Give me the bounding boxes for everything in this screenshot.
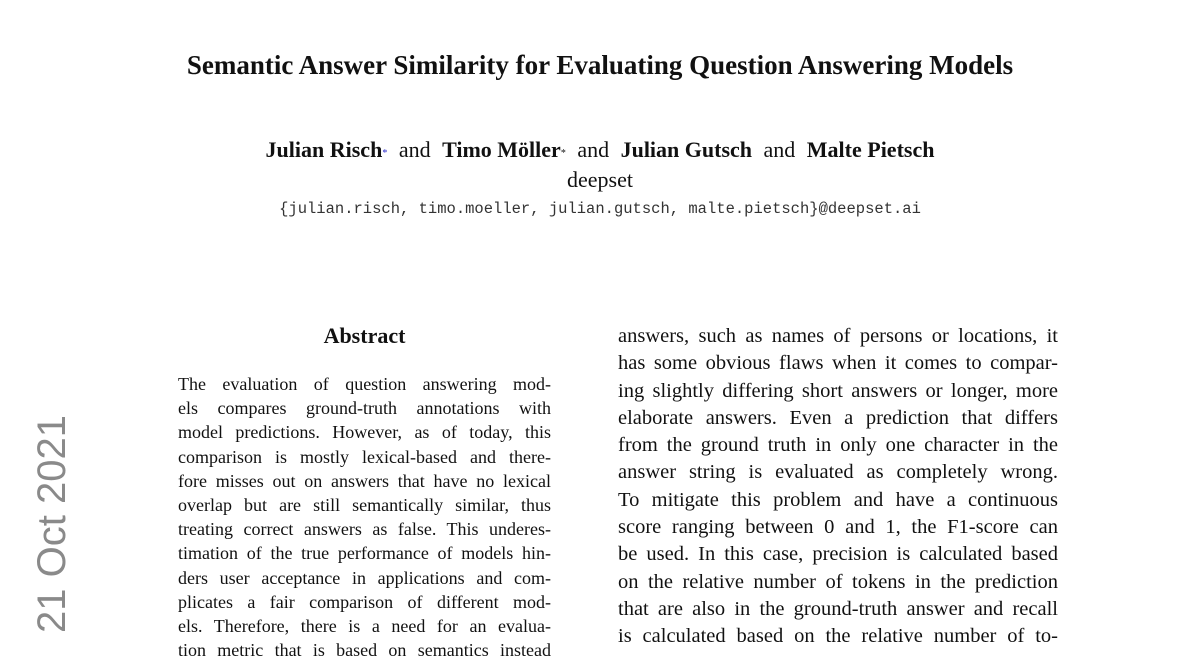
abstract-line: els. Therefore, there is a need for an evalua-	[178, 615, 551, 636]
author-separator: and	[763, 137, 796, 162]
abstract-line: ders user acceptance in applications and com-	[178, 567, 551, 588]
body-line: To mitigate this problem and have a continuous	[618, 488, 1058, 511]
equal-contribution-mark: *	[560, 148, 566, 159]
abstract-line: model predictions. However, as of today, this	[178, 422, 551, 443]
abstract-heading: Abstract	[323, 323, 406, 348]
abstract-line: timation of the true performance of models hin-	[178, 543, 551, 564]
body-line: score ranging between 0 and 1, the F1-score can	[618, 516, 1058, 539]
abstract-line: fore misses out on answers that have no lexical	[178, 470, 551, 491]
body-line: that are also in the ground-truth answer and recall	[618, 597, 1058, 620]
abstract-line: els compares ground-truth annotations with	[178, 398, 551, 419]
equal-contribution-mark: *	[382, 148, 388, 159]
affiliation: deepset	[567, 167, 633, 192]
body-line: elaborate answers. Even a prediction that differs	[618, 406, 1058, 429]
author-name: Julian Risch	[265, 137, 383, 162]
paper-title: Semantic Answer Similarity for Evaluating Question Answering Models	[186, 50, 1014, 80]
body-line: on the relative number of tokens in the prediction	[618, 570, 1058, 593]
author-emails: {julian.risch, timo.moeller, julian.gutsch, malte.pietsch}@deepset.ai	[279, 200, 921, 218]
abstract-line: plicates a fair comparison of different mod-	[178, 591, 551, 612]
abstract-line: overlap but are still semantically similar, thus	[178, 494, 551, 515]
body-line: answers, such as names of persons or locations, it	[618, 325, 1058, 347]
right-column-body	[618, 323, 1058, 651]
body-line: ing slightly differing short answers or longer, more	[618, 379, 1058, 402]
author-name: Malte Pietsch	[806, 137, 935, 162]
abstract-line: treating correct answers as false. This underes-	[178, 519, 551, 540]
author-separator: and	[398, 137, 431, 162]
body-line: has some obvious flaws when it comes to compar-	[618, 352, 1058, 375]
author-separator: and	[577, 137, 610, 162]
abstract-line: tion metric that is based on semantics instead	[178, 640, 551, 661]
abstract-body	[178, 372, 551, 662]
author-name: Julian Gutsch	[620, 137, 753, 162]
body-line: be used. In this case, precision is calculated based	[618, 543, 1058, 566]
body-line: from the ground truth in only one character in the	[618, 434, 1058, 457]
arxiv-date-stamp: 21 Oct 2021	[30, 415, 74, 633]
body-line: answer string is evaluated as completely wrong.	[618, 461, 1058, 484]
body-line: is calculated based on the relative number of to-	[618, 625, 1058, 648]
author-name: Timo Möller	[442, 137, 561, 162]
author-list	[0, 136, 1200, 164]
abstract-line: comparison is mostly lexical-based and there-	[178, 446, 551, 467]
abstract-line: The evaluation of question answering mod-	[178, 374, 551, 394]
